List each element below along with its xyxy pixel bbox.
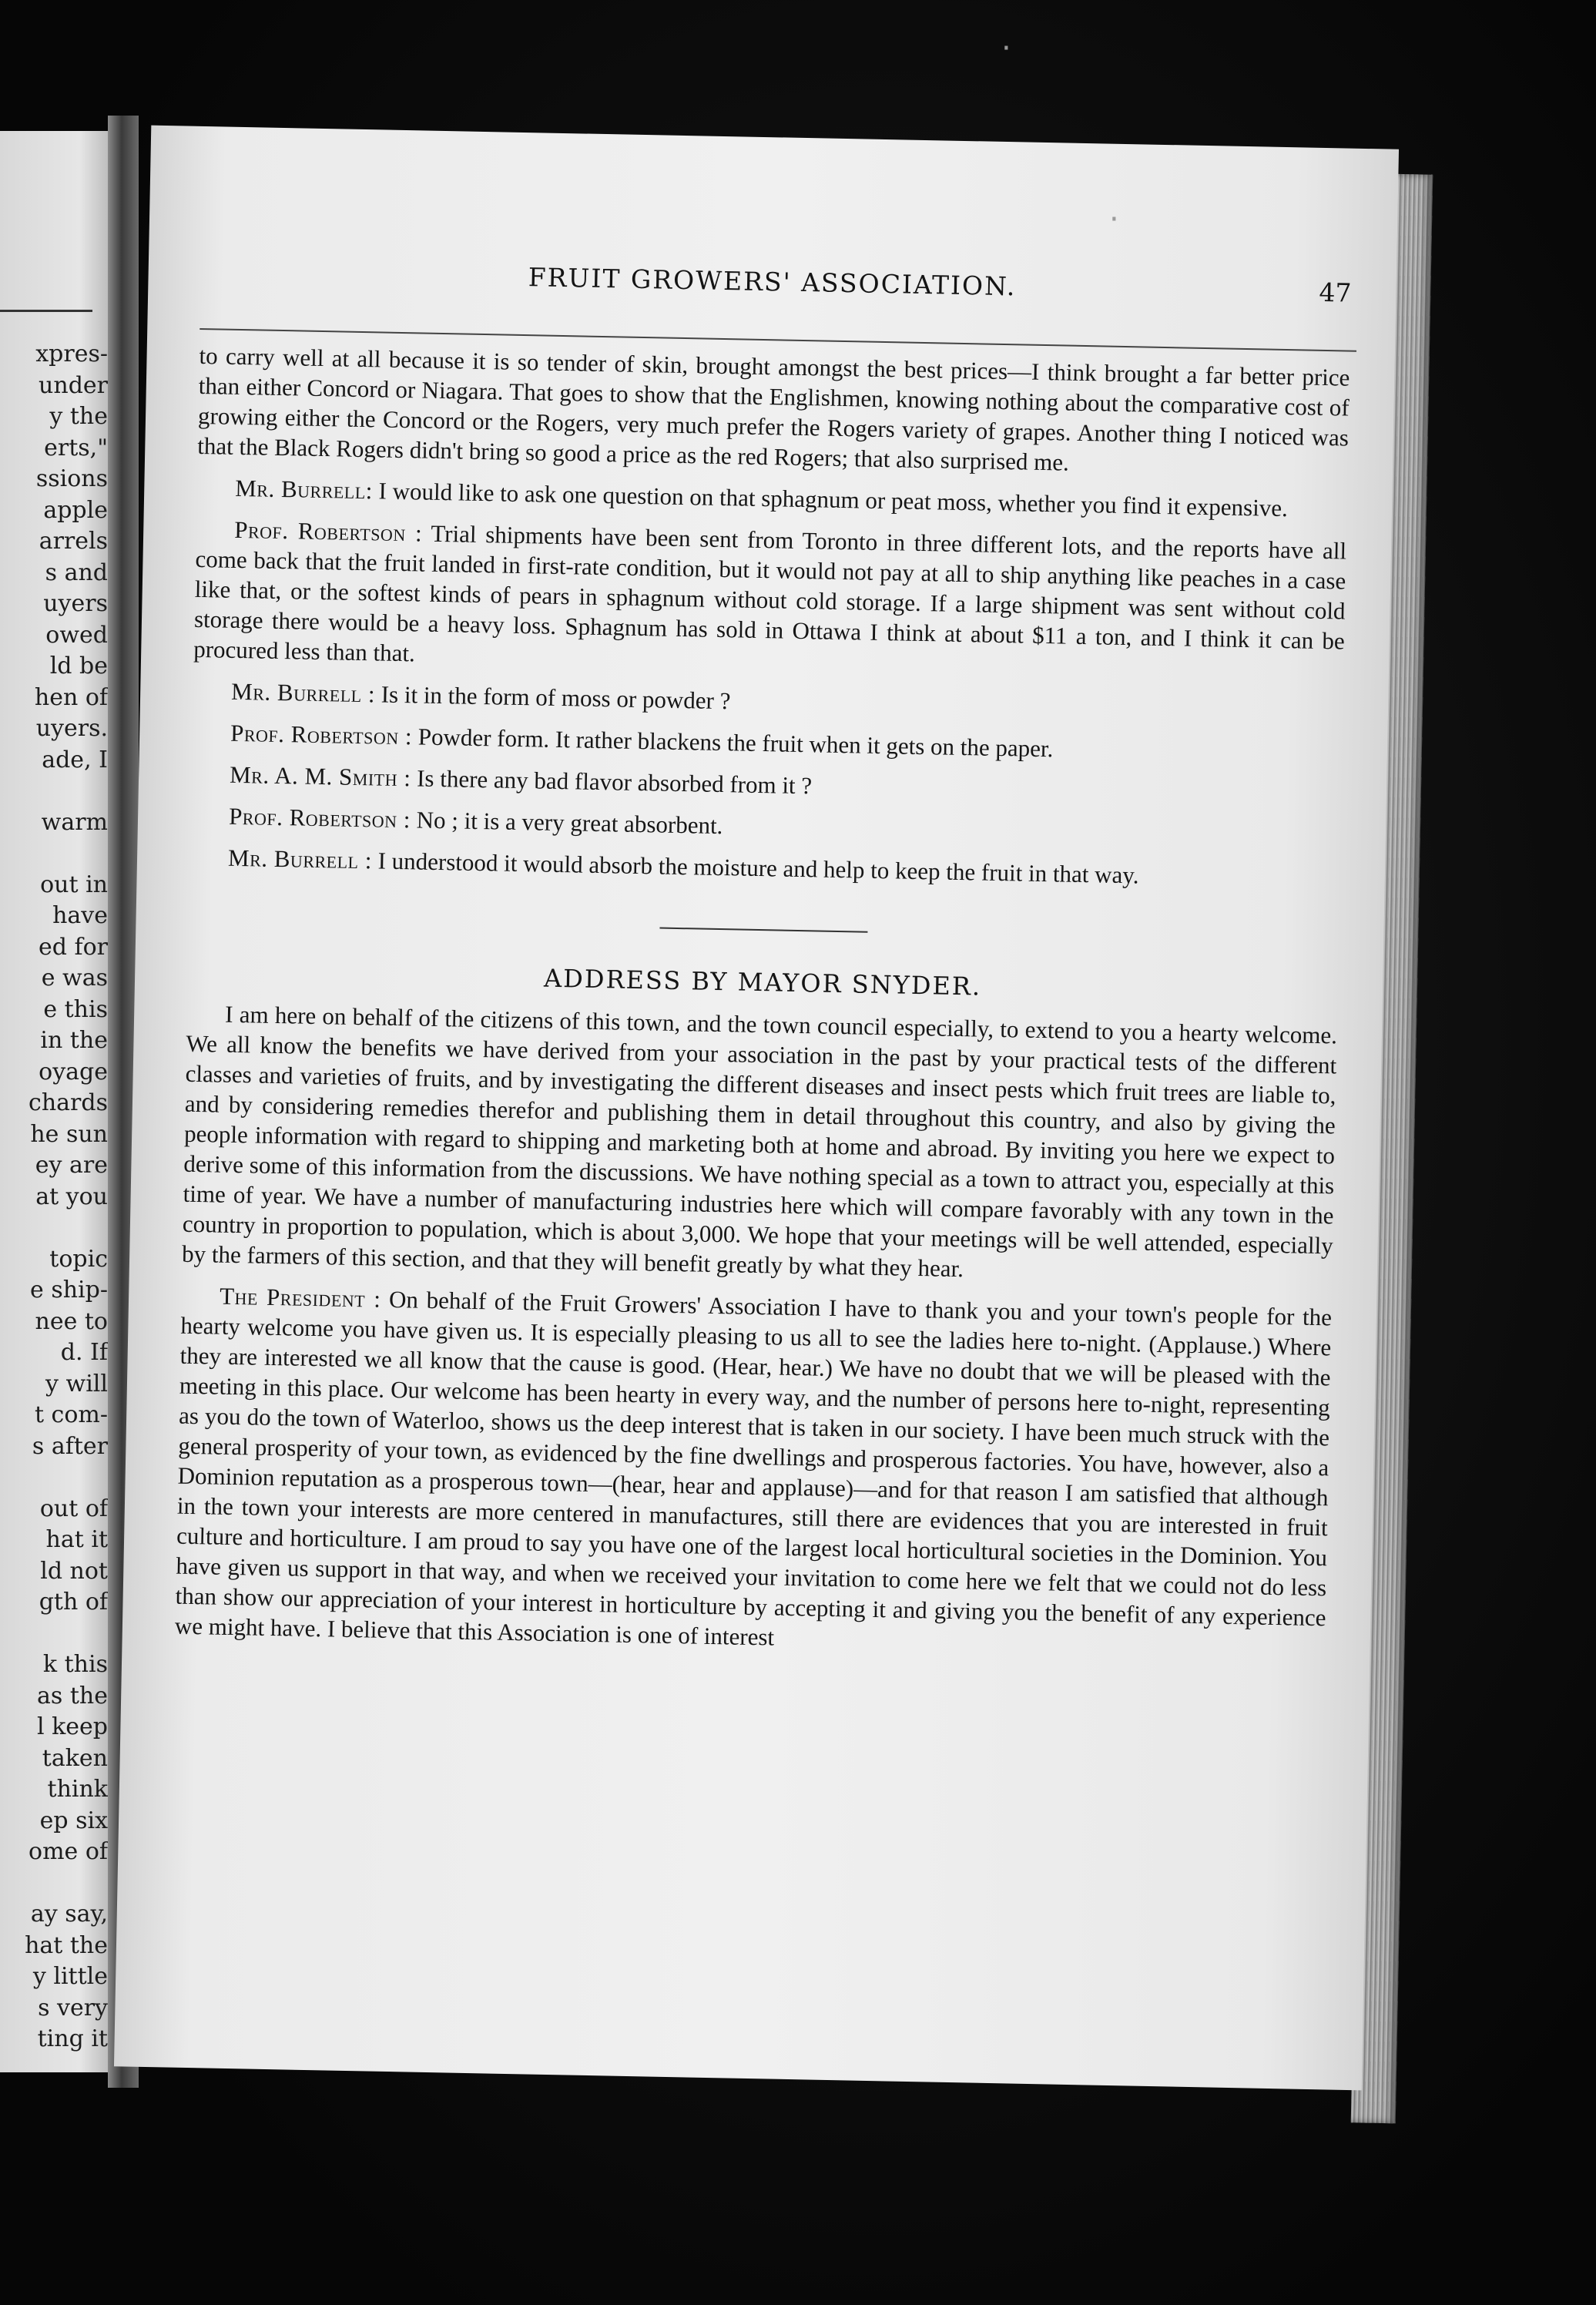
left-page-line: erts," [44,434,108,461]
left-page-line: out of [39,1495,108,1522]
left-page-line: ld not [40,1557,108,1585]
left-page-line: warm [41,808,108,836]
left-page-line: taken [42,1744,108,1772]
paragraph [175,1280,1333,1663]
left-page-line [0,1462,108,1494]
left-page-line: ld be [49,653,108,679]
left-page-line: y the [49,403,108,430]
left-page-line: under [39,371,108,399]
left-page-line: out in [40,871,108,898]
paragraph-text: I would like to ask one question on that sphagnum or peat moss, whether you find it expensive. [378,477,1289,522]
left-page-line: y will [45,1370,108,1397]
left-page-line: hat it [45,1526,108,1553]
scan-speck: · [1001,31,1011,66]
left-page-line: k this [42,1651,108,1678]
left-page-line [0,1213,108,1244]
left-page-line: e was [41,965,108,991]
left-page-line: as the [37,1682,108,1709]
speaker-name: Mr. A. M. Smith : [229,760,411,792]
left-page-line: oyage [39,1058,108,1085]
left-page-line: apple [43,496,108,524]
left-page-line: s very [38,1994,108,2021]
left-page-line: uyers [43,590,108,617]
left-page-line: in the [40,1027,108,1054]
left-page-line: ome of [28,1838,108,1865]
paragraph-text: Powder form. It rather blackens the fruit when it gets on the paper. [417,723,1054,763]
left-page-line: uyers. [35,715,108,742]
section-divider [659,928,867,933]
paragraph-text: On behalf of the Fruit Growers' Association I have to thank you and your town's people for the hearty welcome you have given us. It is especially pleasing to us all to see the ladies here to-night. (Applause.) Where they are interested we all know that the cause is good. (Hear, hear.) We have no doubt that we will be pleased with the meeting in this place. Our welcome has been hearty in every way, and the number of persons here to-night, representing as you do the town of Waterloo, shows us the deep interest that is taken in our society. I have been much struck with the general prosperity of your town, as evidenced by the fine dwellings and prosperous factories. You have, however, also a Dominion reputation as a prosperous town—(hear, hear and applause)—and for that reason I am satisfied that although in the town your interests are more centered in manufactures, still there are evidences that you are interested in fruit culture and horticulture. I am proud to say you have one of the largest local horticultural societies in the Dominion. You have given us support in that way, and when we received your invitation to come here we felt that we could not do less than show our appreciation of your interest in horticulture by accepting it and giving you the benefit of any experience we might have. I believe that this Association is one of interest [174,1285,1333,1651]
left-page-line: y little [32,1963,108,1990]
paragraph-text: Trial shipments have been sent from Toronto in three different lots, and the reports have all come back that the fruit landed in first-rate condition, but it would not pay at all to ship anything like peaches in a case like that, or the softest kinds of pears in sphagnum without cold storage. If a large shipment was sent without cold storage there would be a heavy loss. Sphagnum has sold in Ottawa I think at about $11 a ton, and I think it can be procured less than that. [193,519,1347,667]
adjacent-left-page [0,131,114,2072]
left-page-line [0,776,108,807]
left-page-line: ey are [35,1152,108,1179]
paragraph [197,341,1350,483]
paragraph-text: Is it in the form of moss or powder ? [381,680,731,715]
speaker-name: Prof. Robertson : [228,802,411,834]
paragraph [193,514,1346,686]
left-page-line: topic [49,1245,108,1273]
left-page-line: d. If [60,1339,108,1366]
left-page-line: arrels [39,528,108,555]
paragraph [182,998,1337,1291]
scan-speck: · [1109,202,1119,237]
paragraph-text: I am here on behalf of the citizens of this town, and the town council especially, to extend to you a hearty welcome. We all know the benefits we have derived from your association in the past by your practical tests of the different classes and varieties of fruits, and by investigating the different diseases and insect pests which fruit trees are liable to, and by considering remedies therefor and publishing them in detail throughout this country, and also by giving the people information with regard to shipping and marketing both at home and abroad. By inviting you here we expect to derive some of this information from the discussions. We have nothing special as a town to attract you, especially at this time of year. We have a number of manufacturing industries here which will compare favorably with any town in the country in proportion to population, which is about 3,000. We hope that your meetings will be well attended, especially by the farmers of this section, and that they will benefit greatly by what they hear. [181,1000,1338,1283]
page-body [174,341,1350,1674]
left-page-line: ep six [39,1807,108,1834]
address-title: ADDRESS BY MAYOR SNYDER. [543,963,982,1002]
paragraph-text: I understood it would absorb the moisture and help to keep the fruit in that way. [377,847,1139,889]
left-page-line: e ship- [30,1277,108,1303]
left-page-line: xpres- [35,341,108,367]
speaker-name: Mr. Burrell : [227,844,373,874]
left-page-line: hen of [34,683,108,711]
left-page-line: ting it [37,2025,108,2052]
left-page-line [0,1868,108,1900]
speaker-name: Prof. Robertson : [233,515,423,547]
left-page-line: e this [43,995,108,1023]
left-page-line: he sun [30,1120,108,1148]
left-page-line: have [52,902,108,929]
book-page [114,126,1399,2091]
left-page-line: think [47,1776,108,1803]
paragraph [189,842,1340,894]
left-page-line: s and [45,559,108,586]
left-page-line: l keep [36,1713,108,1740]
left-page-line: ay say, [30,1901,108,1928]
speaker-name: Prof. Robertson : [230,719,413,750]
left-page-line: ed for [39,933,108,961]
paragraph-text: Is there any bad flavor absorbed from it ? [416,764,813,800]
left-page-line: hat the [25,1931,108,1959]
left-page-line: chards [28,1089,108,1116]
page-number: 47 [1319,277,1352,308]
left-page-text-fragments [0,339,108,2055]
left-page-line: ade, I [42,746,108,773]
left-page-line: ssions [35,465,108,492]
discussion-section [189,341,1350,894]
address-section [175,998,1338,1663]
page-header [148,255,1396,325]
speaker-name: Mr. Burrell : [230,677,376,708]
left-page-line [0,1619,108,1650]
left-page-line: nee to [35,1307,108,1335]
left-page-line: at you [35,1183,108,1210]
speaker-name: The President : [219,1282,381,1313]
left-page-line [0,838,108,870]
left-page-line: t com- [34,1401,108,1428]
left-page-rule [0,310,92,312]
paragraph-text: to carry well at all because it is so tender of skin, brought amongst the best prices—I think brought a far better price than either Concord or Niagara. That goes to show that the Englishmen, knowing nothing about the comparative cost of growing either the Concord or the Rogers, very much prefer the Rogers variety of grapes. Another thing I noticed was that the Black Rogers didn't bring so good a price as the red Rogers; that also surprised me. [197,341,1350,476]
left-page-line: owed [45,621,108,649]
speaker-name: Mr. Burrell: [234,474,374,505]
paragraph-text: No ; it is a very great absorbent. [416,806,723,840]
left-page-line: s after [32,1432,108,1460]
left-page-line: gth of [39,1589,108,1616]
running-head: FRUIT GROWERS' ASSOCIATION. [528,262,1017,302]
